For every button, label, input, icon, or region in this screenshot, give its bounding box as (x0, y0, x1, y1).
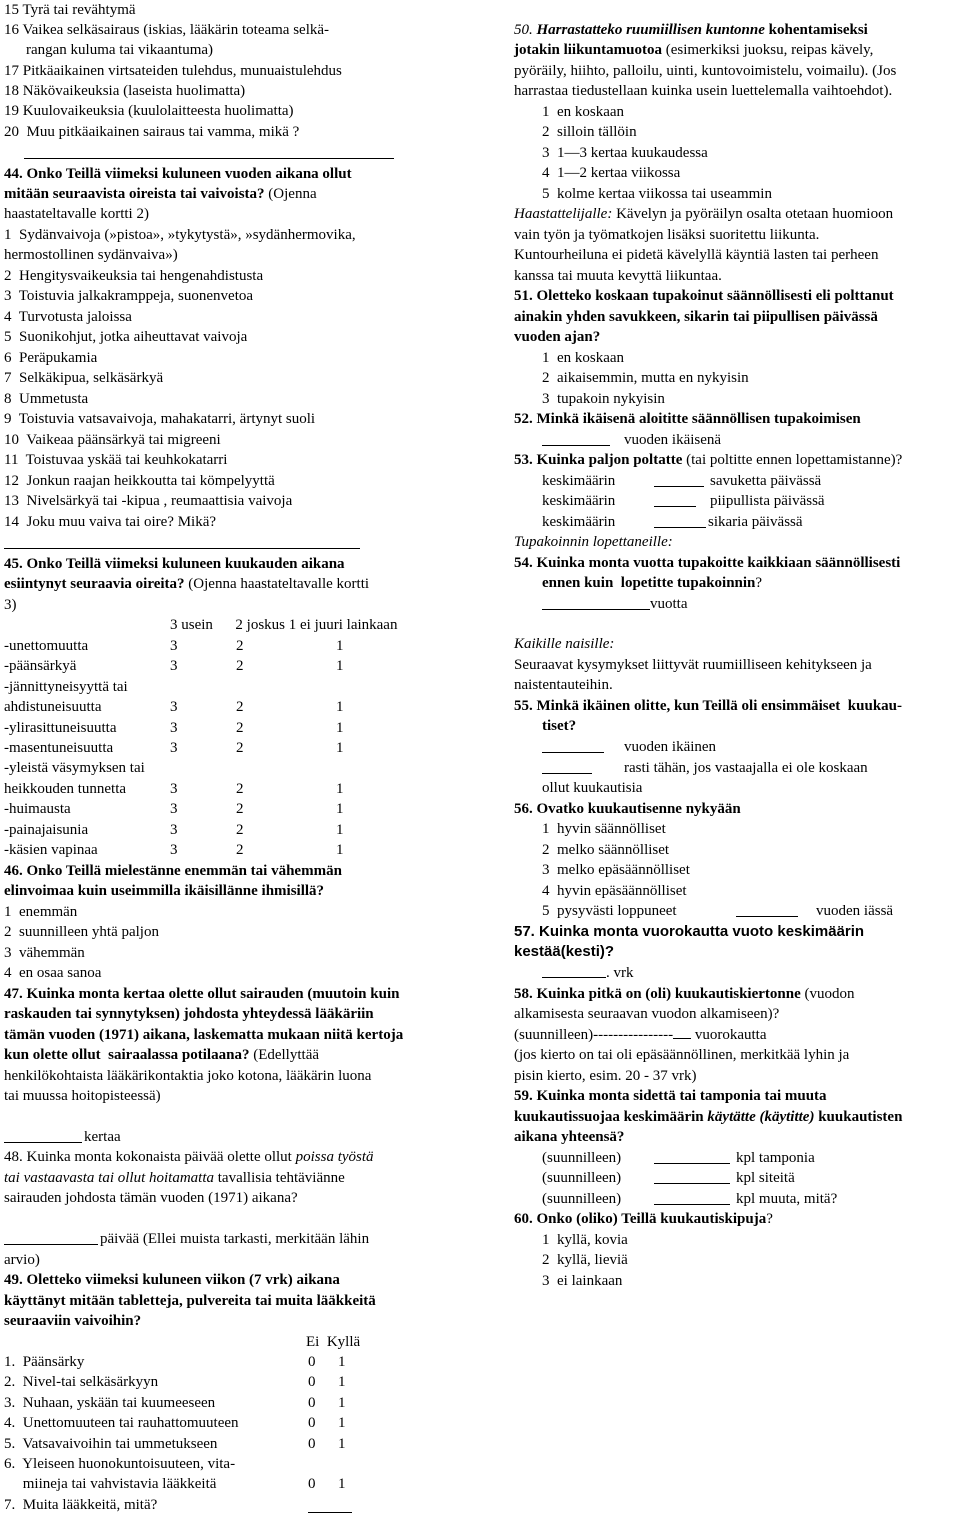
q44-option: 2 Hengitysvaikeuksia tai hengenahdistusta (4, 268, 264, 284)
q58-text-unit: vuorokautta (691, 1027, 767, 1043)
q44-option: 13 Nivelsärkyä tai -kipua , reumaattisia vaivoja (4, 493, 293, 509)
quitters-label: Tupakoinnin lopettaneille: (514, 534, 673, 550)
q45-note: (Ojenna haastateltavalle kortti (184, 576, 370, 592)
list-item: 19 Kuulovaikeuksia (kuulolaitteesta huolimatta) (4, 103, 294, 119)
q44-option: 8 Ummetusta (4, 391, 89, 407)
q45-title-bold: esiintynyt seuraavia oireita? (4, 576, 185, 592)
q47-title-line2: raskauden tai synnytyksen) johdosta yhteydessä lääkäriin (4, 1006, 374, 1022)
q50-note-line3: Kuntourheiluna ei pidetä kävelyllä käyntiä lasten tai perheen (514, 247, 879, 263)
answer-line[interactable] (24, 158, 394, 159)
q48-text-italic2: tai vastaavasta tai ollut hoitamatta (4, 1170, 214, 1186)
q55-answer-note: rasti tähän, jos vastaajalla ei ole koskaan (624, 760, 868, 776)
q49-row-value[interactable]: 1 (338, 1374, 346, 1390)
answer-blank[interactable] (542, 445, 610, 446)
q57-title: 57. Kuinka monta vuorokautta vuoto keskimäärin (514, 923, 865, 940)
q53-title (514, 450, 902, 470)
q56-option: 2 melko säännölliset (542, 842, 670, 858)
q45-row-value[interactable]: 2 (236, 658, 244, 674)
q45-row-value[interactable]: 3 (170, 699, 178, 715)
list-item: 17 Pitkäaikainen virtsateiden tulehdus, munuaistulehdus (4, 63, 342, 79)
q46-title: 46. Onko Teillä mielestänne enemmän tai vähemmän (4, 863, 342, 879)
q54-title-bold: ennen kuin lopetitte tupakoinnin (542, 575, 756, 591)
answer-blank[interactable] (308, 1512, 352, 1513)
answer-blank[interactable] (654, 506, 696, 507)
q59-title-line2 (514, 1107, 902, 1127)
q48-text-a: 48. Kuinka monta kokonaista päivää olette ollut (4, 1149, 296, 1165)
q44-option: 11 Toistuvaa yskää tai keuhkokatarri (4, 452, 228, 468)
q53-row-unit: sikaria päivässä (708, 514, 803, 530)
q46-option: 4 en osaa sanoa (4, 965, 102, 981)
q53-row-label: keskimäärin (542, 473, 616, 489)
q56-option: 3 melko epäsäännölliset (542, 862, 690, 878)
q59-title-line3: aikana yhteensä? (514, 1129, 625, 1145)
q50-title-bold: kohentamiseksi (764, 22, 868, 38)
q47-note: (Edellyttää (249, 1047, 320, 1063)
q49-title-line2: käyttänyt mitään tabletteja, pulvereita tai muita lääkkeitä (4, 1293, 376, 1309)
q48-text (4, 1147, 374, 1167)
women-label: Kaikille naisille: (514, 636, 615, 652)
q58-text-line5: pisin kierto, esim. 20 - 37 vrk) (514, 1068, 697, 1084)
q51-title: 51. Oletteko koskaan tupakoinut säännöllisesti eli polttanut (514, 288, 894, 304)
q44-option: 14 Joku muu vaiva tai oire? Mikä? (4, 514, 217, 530)
q49-row-value[interactable]: 0 (308, 1354, 316, 1370)
q52-answer-unit: vuoden ikäisenä (624, 432, 722, 448)
q48-text-line2 (4, 1168, 345, 1188)
q45-row-label: -yleistä väsymyksen tai (4, 760, 145, 776)
q45-row-label: -jännittyneisyyttä tai (4, 679, 128, 695)
q53-row-unit: piipullista päivässä (710, 493, 825, 509)
q51-option: 2 aikaisemmin, mutta en nykyisin (542, 370, 749, 386)
q45-row-value[interactable]: 1 (336, 720, 344, 736)
q49-row-value[interactable]: 0 (308, 1436, 316, 1452)
q56-option: 1 hyvin säännölliset (542, 821, 666, 837)
q44-option: 1 Sydänvaivoja (»pistoa», »tykytystä», »sydänhermovika, (4, 227, 356, 243)
answer-blank[interactable] (542, 977, 606, 978)
answer-line[interactable] (4, 548, 360, 549)
q45-row-value[interactable]: 1 (336, 781, 344, 797)
q44-option: 6 Peräpukamia (4, 350, 98, 366)
answer-blank[interactable] (654, 1204, 730, 1205)
q45-title-line2 (4, 574, 369, 594)
q50-option: 1 en koskaan (542, 104, 625, 120)
answer-blank[interactable] (654, 1163, 730, 1164)
q45-title: 45. Onko Teillä viimeksi kuluneen kuukauden aikana (4, 556, 345, 572)
q60-title-bold: 60. Onko (oliko) Teillä kuukautiskipuja (514, 1211, 767, 1227)
q53-row-label: keskimäärin (542, 493, 616, 509)
q44-option: 7 Selkäkipua, selkäsärkyä (4, 370, 164, 386)
q57-answer-unit: . vrk (606, 965, 634, 981)
q45-scale-header: 3 usein 2 joskus 1 ei juuri lainkaan (170, 617, 398, 633)
q46-title-line2: elinvoimaa kuin useimmilla ikäisillänne ihmisillä? (4, 883, 325, 899)
q49-row-value[interactable]: 1 (338, 1436, 346, 1452)
q49-row-value[interactable]: 1 (338, 1395, 346, 1411)
q58-text-line2: alkamisesta seuraavan vuodon alkamiseen)? (514, 1006, 780, 1022)
q56-title: 56. Ovatko kuukautisenne nykyään (514, 801, 741, 817)
q51-option: 1 en koskaan (542, 350, 625, 366)
answer-blank[interactable] (542, 773, 592, 774)
q59-row-label: (suunnilleen) (542, 1170, 622, 1186)
q59-row-unit: kpl muuta, mitä? (736, 1191, 838, 1207)
q49-header: Ei Kyllä (306, 1334, 361, 1350)
q49-row-value[interactable]: 1 (338, 1476, 346, 1492)
q45-note2: 3) (4, 597, 17, 613)
women-note-line2: naistentauteihin. (514, 677, 613, 693)
q50-option: 4 1—2 kertaa viikossa (542, 165, 681, 181)
q54-title-q: ? (755, 575, 763, 591)
q45-row-value[interactable]: 1 (336, 822, 344, 838)
q50-text-line3: pyöräily, hiihto, palloilu, uinti, kuntovoimistelu, voimailu). (Jos (514, 63, 897, 79)
answer-blank[interactable] (654, 527, 706, 528)
q59-row-label: (suunnilleen) (542, 1191, 622, 1207)
q45-row-label: -huimausta (4, 801, 71, 817)
q45-row-value[interactable]: 3 (170, 801, 178, 817)
q45-row-value[interactable]: 2 (236, 822, 244, 838)
q50-note-line4: kanssa tai muuta kevyttä liikuntaa. (514, 268, 722, 284)
q45-row-value[interactable]: 1 (336, 740, 344, 756)
q49-row-label: 2. Nivel-tai selkäsärkyyn (4, 1374, 159, 1390)
answer-blank[interactable] (736, 916, 798, 917)
q53-row-label: keskimäärin (542, 514, 616, 530)
q45-row-value[interactable]: 3 (170, 638, 178, 654)
q45-row-value[interactable]: 1 (336, 842, 344, 858)
q44-title-bold: mitään seuraavista oireista tai vaivoista? (4, 186, 265, 202)
q54-answer-unit: vuotta (650, 596, 688, 612)
q44-note2: haastateltavalle kortti 2) (4, 206, 149, 222)
q49-row-label: miineja tai vahvistavia lääkkeitä (4, 1476, 217, 1492)
list-item: rangan kuluma tai vikaantuma) (26, 42, 214, 58)
q58-text-line3 (514, 1025, 766, 1045)
q50-note-line2: vain työn ja työmatkojen lisäksi suoritettu liikunta. (514, 227, 820, 243)
q53-title-bold: 53. Kuinka paljon poltatte (514, 452, 683, 468)
q45-row-value[interactable]: 1 (336, 801, 344, 817)
q50-title-bold-italic: Harrastatteko ruumiillisen kuntonne (536, 22, 765, 38)
q50-text-line4: harrastaa tiedustellaan kuinka usein luettelemalla vaihtoehdot). (514, 83, 893, 99)
q47-note2: henkilökohtaista lääkärikontaktia joko kotona, lääkärin luona (4, 1068, 372, 1084)
q48-text-b: tavallisia tehtäviänne (214, 1170, 345, 1186)
q45-row-value[interactable]: 3 (170, 781, 178, 797)
q45-row-label: ahdistuneisuutta (4, 699, 102, 715)
q48-answer-unit: päivää (Ellei muista tarkasti, merkitään lähin (100, 1231, 370, 1247)
q47-title-line3: tämän vuoden (1971) aikana, laskematta mukaan niitä kertoja (4, 1027, 404, 1043)
q56-option-unit: vuoden iässä (816, 903, 894, 919)
q58-text-line4: (jos kierto on tai oli epäsäännöllinen, merkitkää lyhin ja (514, 1047, 850, 1063)
q59-row-unit: kpl siteitä (736, 1170, 795, 1186)
q60-title (514, 1209, 773, 1229)
list-item: 15 Tyrä tai revähtymä (4, 2, 136, 18)
q50-num: 50. (514, 22, 537, 38)
answer-blank[interactable] (542, 752, 604, 753)
q45-row-value[interactable]: 3 (170, 842, 178, 858)
women-note: Seuraavat kysymykset liittyvät ruumiilliseen kehitykseen ja (514, 657, 872, 673)
q48-answer-line2: arvio) (4, 1252, 40, 1268)
q54-title: 54. Kuinka monta vuotta tupakoitte kaikkiaan säännöllisesti (514, 555, 901, 571)
q49-row-label: 7. Muita lääkkeitä, mitä? (4, 1497, 158, 1513)
q58-text-prefix: (suunnilleen)---------------- (514, 1027, 674, 1043)
list-item: 18 Näkövaikeuksia (laseista huolimatta) (4, 83, 246, 99)
q49-title: 49. Oletteko viimeksi kuluneen viikon (7 vrk) aikana (4, 1272, 340, 1288)
q60-option: 2 kyllä, lieviä (542, 1252, 628, 1268)
q50-title-bold2: jotakin liikuntamuotoa (514, 42, 662, 58)
q44-option: 10 Vaikeaa päänsärkyä tai migreeni (4, 432, 221, 448)
q44-title-line2 (4, 184, 317, 204)
answer-blank[interactable] (4, 1244, 98, 1245)
q49-row-value[interactable]: 1 (338, 1354, 346, 1370)
q49-row-label: 5. Vatsavaivoihin tai ummetukseen (4, 1436, 218, 1452)
q59-row-label: (suunnilleen) (542, 1150, 622, 1166)
q45-row-value[interactable]: 3 (170, 740, 178, 756)
answer-blank[interactable] (654, 1183, 730, 1184)
q51-title-line2: ainakin yhden savukkeen, sikarin tai piipullisen päivässä (514, 309, 878, 325)
q44-option: 12 Jonkun raajan heikkoutta tai kömpelyyttä (4, 473, 275, 489)
q59-title-bold-italic: käytätte (käytitte) (707, 1109, 815, 1125)
q53-title-plain: (tai poltitte ennen lopettamistanne)? (682, 452, 903, 468)
q50-title-plain: (esimerkiksi juoksu, reipas kävely, (661, 42, 874, 58)
q52-title: 52. Minkä ikäisenä aloititte säännöllisen tupakoimisen (514, 411, 861, 427)
q49-row-value[interactable]: 0 (308, 1415, 316, 1431)
q50-option: 5 kolme kertaa viikossa tai useammin (542, 186, 772, 202)
q56-option: 4 hyvin epäsäännölliset (542, 883, 687, 899)
q59-title-bold: kuukautissuojaa keskimäärin (514, 1109, 708, 1125)
q44-option: 3 Toistuvia jalkakramppeja, suonenvetoa (4, 288, 254, 304)
q58-title-plain: (vuodon (800, 986, 855, 1002)
q48-text-line3: sairauden johdosta tämän vuoden (1971) aikana? (4, 1190, 298, 1206)
q55-answer-unit: vuoden ikäinen (624, 739, 717, 755)
q59-title: 59. Kuinka monta sidettä tai tamponia tai muuta (514, 1088, 827, 1104)
q60-option: 3 ei lainkaan (542, 1273, 623, 1289)
q49-row-value[interactable]: 0 (308, 1374, 316, 1390)
q45-row-value[interactable]: 2 (236, 720, 244, 736)
q45-row-label: heikkouden tunnetta (4, 781, 127, 797)
q55-title: 55. Minkä ikäinen olitte, kun Teillä oli ensimmäiset kuukau- (514, 698, 903, 714)
q47-answer-unit: kertaa (84, 1129, 121, 1145)
q44-option: 5 Suonikohjut, jotka aiheuttavat vaivoja (4, 329, 248, 345)
q45-row-label: -painajaisunia (4, 822, 89, 838)
q50-note-label: Haastattelijalle: (514, 206, 613, 222)
q58-title-bold: 58. Kuinka pitkä on (oli) kuukautiskiertonne (514, 986, 801, 1002)
q60-title-q: ? (766, 1211, 773, 1227)
q45-row-value[interactable]: 2 (236, 638, 244, 654)
q56-option: 5 pysyvästi loppuneet (542, 903, 677, 919)
answer-blank[interactable] (673, 1038, 691, 1039)
q45-row-label: -käsien vapinaa (4, 842, 98, 858)
q50-title (514, 20, 868, 40)
q44-note: (Ojenna (264, 186, 317, 202)
q50-note (514, 204, 893, 224)
q55-title-line2: tiset? (542, 718, 577, 734)
q49-row-value[interactable]: 0 (308, 1476, 316, 1492)
q45-row-value[interactable]: 1 (336, 699, 344, 715)
q57-title-line2: kestää(kesti)? (514, 943, 615, 960)
q45-row-value[interactable]: 3 (170, 658, 178, 674)
q45-row-value[interactable]: 1 (336, 658, 344, 674)
q44-option: 4 Turvotusta jaloissa (4, 309, 132, 325)
q45-row-value[interactable]: 2 (236, 740, 244, 756)
q48-text-italic: poissa työstä (295, 1149, 374, 1165)
q49-row-label: 4. Unettomuuteen tai rauhattomuuteen (4, 1415, 239, 1431)
q50-title-line2 (514, 40, 873, 60)
q50-option: 3 1—3 kertaa kuukaudessa (542, 145, 708, 161)
q59-title-bold2: kuukautisten (814, 1109, 903, 1125)
list-item: 16 Vaikea selkäsairaus (iskias, lääkärin toteama selkä- (4, 22, 330, 38)
q51-title-line3: vuoden ajan? (514, 329, 601, 345)
q47-title: 47. Kuinka monta kertaa olette ollut sairauden (muutoin kuin (4, 986, 400, 1002)
q45-row-value[interactable]: 2 (236, 781, 244, 797)
q45-row-value[interactable]: 2 (236, 842, 244, 858)
list-item: 20 Muu pitkäaikainen sairaus tai vamma, mikä ? (4, 124, 300, 140)
q49-row-label: 1. Päänsärky (4, 1354, 85, 1370)
answer-blank[interactable] (654, 486, 704, 487)
q45-row-value[interactable]: 1 (336, 638, 344, 654)
q46-option: 3 vähemmän (4, 945, 85, 961)
q45-row-value[interactable]: 2 (236, 699, 244, 715)
q45-row-label: -unettomuutta (4, 638, 89, 654)
answer-blank[interactable] (4, 1142, 82, 1143)
q54-title-line2 (542, 573, 762, 593)
q55-answer-note2: ollut kuukautisia (542, 780, 643, 796)
q53-row-unit: savuketta päivässä (710, 473, 822, 489)
q47-title-line4 (4, 1045, 319, 1065)
q45-row-value[interactable]: 2 (236, 801, 244, 817)
q47-note3: tai muussa hoitopisteessä) (4, 1088, 161, 1104)
q45-row-value[interactable]: 3 (170, 720, 178, 736)
answer-blank[interactable] (542, 609, 650, 610)
q49-row-label: 6. Yleiseen huonokuntoisuuteen, vita- (4, 1456, 236, 1472)
q50-option: 2 silloin tällöin (542, 124, 637, 140)
q60-option: 1 kyllä, kovia (542, 1232, 628, 1248)
q51-option: 3 tupakoin nykyisin (542, 391, 665, 407)
q47-title-bold: kun olette ollut sairaalassa potilaana? (4, 1047, 250, 1063)
q45-row-value[interactable]: 3 (170, 822, 178, 838)
q44-title: 44. Onko Teillä viimeksi kuluneen vuoden aikana ollut (4, 166, 352, 182)
q46-option: 2 suunnilleen yhtä paljon (4, 924, 159, 940)
q46-option: 1 enemmän (4, 904, 78, 920)
q45-row-label: -ylirasittuneisuutta (4, 720, 117, 736)
q49-row-value[interactable]: 1 (338, 1415, 346, 1431)
q49-row-value[interactable]: 0 (308, 1395, 316, 1411)
q58-title (514, 984, 855, 1004)
q59-row-unit: kpl tamponia (736, 1150, 815, 1166)
q50-note-text: Kävelyn ja pyöräilyn osalta otetaan huomioon (612, 206, 894, 222)
q45-row-label: -masentuneisuutta (4, 740, 114, 756)
q45-row-label: -päänsärkyä (4, 658, 77, 674)
q44-option: 9 Toistuvia vatsavaivoja, mahakatarri, ärtynyt suoli (4, 411, 316, 427)
q49-title-line3: seuraaviin vaivoihin? (4, 1313, 142, 1329)
q44-option: hermostollinen sydänvaiva») (4, 247, 178, 263)
q49-row-label: 3. Nuhaan, yskään tai kuumeeseen (4, 1395, 216, 1411)
